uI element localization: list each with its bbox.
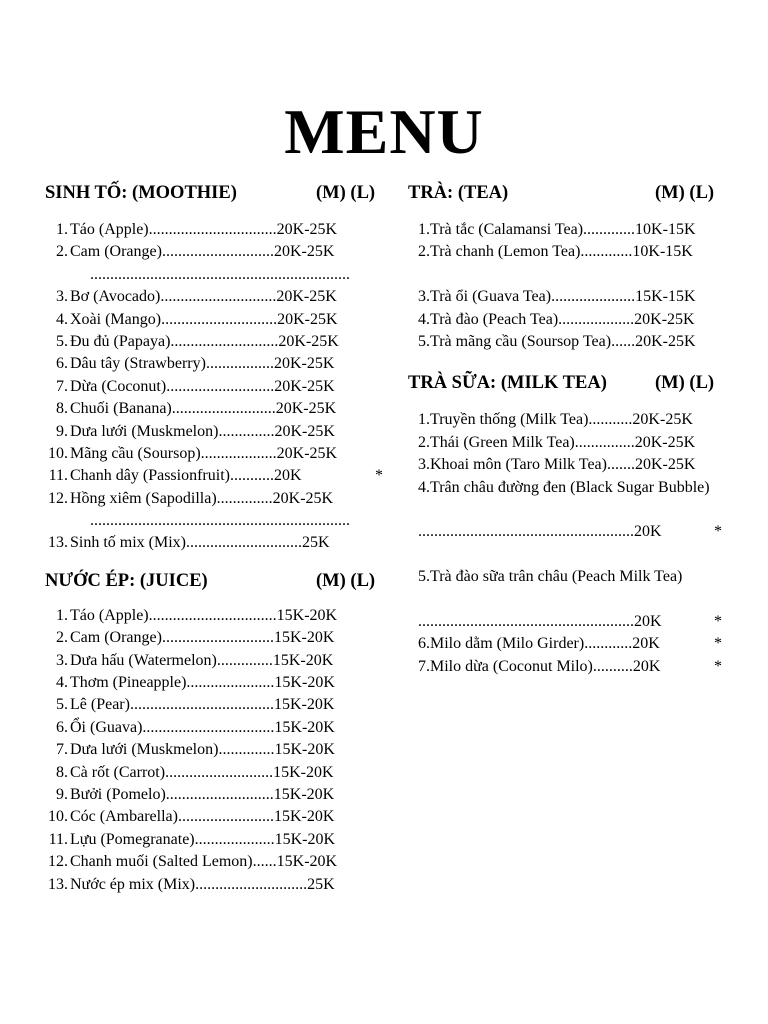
milk-tea-heading: TRÀ SỮA: (MILK TEA) <box>408 373 607 394</box>
smoothie-item: 6. Dâu tây (Strawberry).................20K-25K <box>56 355 335 373</box>
juice-item: 11. Lựu (Pomegranate)....................15K-20K <box>48 830 336 848</box>
juice-item: 13. Nước ép mix (Mix)............................25K <box>48 875 335 893</box>
milk-tea-item: 7.Milo dừa (Coconut Milo)..........20K * <box>418 656 753 678</box>
milk-tea-section-heading <box>408 370 753 397</box>
milk-tea-spacer <box>418 499 753 521</box>
smoothie-item: 5. Đu đủ (Papaya)...........................20K-25K <box>56 332 339 350</box>
tea-item: 2.Trà chanh (Lemon Tea).............10K-15K <box>418 243 693 261</box>
milk-tea-dotted-price: ......................................................20K * <box>418 611 753 633</box>
juice-heading: NƯỚC ÉP: (JUICE) <box>45 570 208 591</box>
star-marker: * <box>714 612 722 630</box>
smoothie-item: 12. Hồng xiêm (Sapodilla)..............20K-25K <box>48 489 334 507</box>
juice-item: 6. Ổi (Guava).................................15K-20K <box>56 718 335 736</box>
star-marker: * <box>714 657 722 675</box>
smoothie-item: 4. Xoài (Mango).............................20K-25K <box>56 310 338 328</box>
smoothie-item: 13. Sinh tố mix (Mix).............................25K <box>48 534 330 552</box>
star-marker: * <box>714 523 722 541</box>
milk-tea-item: 3.Khoai môn (Taro Milk Tea).......20K-25K <box>418 456 696 474</box>
smoothie-heading: SINH TỐ: (MOOTHIE) <box>45 183 237 203</box>
tea-item: 5.Trà mãng cầu (Soursop Tea)......20K-25K <box>418 332 696 350</box>
milk-tea-spacer <box>418 544 753 566</box>
milk-tea-item: 6.Milo dằm (Milo Girder)............20K * <box>418 633 753 655</box>
juice-item: 8. Cà rốt (Carrot)...........................15K-20K <box>56 763 334 781</box>
tea-item: 1.Trà tắc (Calamansi Tea).............10K-15K <box>418 221 696 238</box>
smoothie-list <box>45 219 390 555</box>
juice-size-label: (M) (L) <box>316 570 376 591</box>
tea-size-label: (M) (L) <box>655 183 715 203</box>
tea-item: 4.Trà đào (Peach Tea)...................20K-25K <box>418 310 695 328</box>
juice-list <box>45 605 390 896</box>
star-marker: * <box>714 635 722 653</box>
juice-item: 5. Lê (Pear)....................................15K-20K <box>56 696 335 714</box>
juice-item: 12. Chanh muối (Salted Lemon)......15K-20K <box>48 853 338 871</box>
tea-section-heading <box>408 180 753 207</box>
tea-heading: TRÀ: (TEA) <box>408 183 509 203</box>
star-marker: * <box>375 467 383 485</box>
smoothie-dotted-line: ................................................................. <box>90 512 350 530</box>
juice-item: 9. Bưởi (Pomelo)...........................15K-20K <box>56 785 335 803</box>
right-column <box>408 180 753 678</box>
juice-section-heading <box>45 568 390 595</box>
menu-title: MENU <box>284 96 484 167</box>
smoothie-section-heading <box>45 180 390 207</box>
juice-item: 7. Dưa lưới (Muskmelon)..............15K-20K <box>56 741 335 759</box>
juice-item: 2. Cam (Orange)............................15K-20K <box>56 629 335 647</box>
milk-tea-item: 4.Trân châu đường đen (Black Sugar Bubble) <box>418 478 710 496</box>
smoothie-size-label: (M) (L) <box>316 183 376 203</box>
milk-tea-size-label: (M) (L) <box>655 373 715 394</box>
smoothie-item: 7. Dừa (Coconut)...........................20K-25K <box>56 377 335 395</box>
juice-item: 10. Cóc (Ambarella)........................15K-20K <box>48 808 335 826</box>
smoothie-item: 2. Cam (Orange)............................20K-25K <box>56 243 335 261</box>
juice-item: 3. Dưa hấu (Watermelon)..............15K-20K <box>56 651 334 669</box>
left-column <box>45 180 390 896</box>
milk-tea-list <box>408 409 753 678</box>
milk-tea-spacer <box>418 588 753 610</box>
juice-item: 1. Táo (Apple)................................15K-20K <box>56 606 338 624</box>
tea-item: 3.Trà ổi (Guava Tea).....................15K-15K <box>418 288 696 306</box>
milk-tea-item: 2.Thái (Green Milk Tea)...............20K-25K <box>418 433 696 451</box>
smoothie-item: 8. Chuối (Banana)..........................20K-25K <box>56 400 337 418</box>
juice-item: 4. Thơm (Pineapple)......................15K-20K <box>56 674 335 692</box>
tea-spacer <box>418 264 753 286</box>
smoothie-item: 9. Dưa lưới (Muskmelon)..............20K-25K <box>56 422 335 440</box>
smoothie-item: 1. Táo (Apple)................................20K-25K <box>56 221 338 238</box>
milk-tea-item: 5.Trà đào sữa trân châu (Peach Milk Tea) <box>418 568 683 586</box>
milk-tea-item: 1.Truyền thống (Milk Tea)...........20K-25K <box>418 411 693 429</box>
smoothie-dotted-line: ................................................................. <box>90 265 350 283</box>
milk-tea-dotted-price: ......................................................20K * <box>418 521 753 543</box>
smoothie-item: 3. Bơ (Avocado).............................20K-25K <box>56 288 337 306</box>
tea-list <box>408 219 753 353</box>
smoothie-item: 11. Chanh dây (Passionfruit)...........20K * <box>45 465 390 487</box>
smoothie-item: 10. Mãng cầu (Soursop)...................20K-25K <box>48 444 338 462</box>
